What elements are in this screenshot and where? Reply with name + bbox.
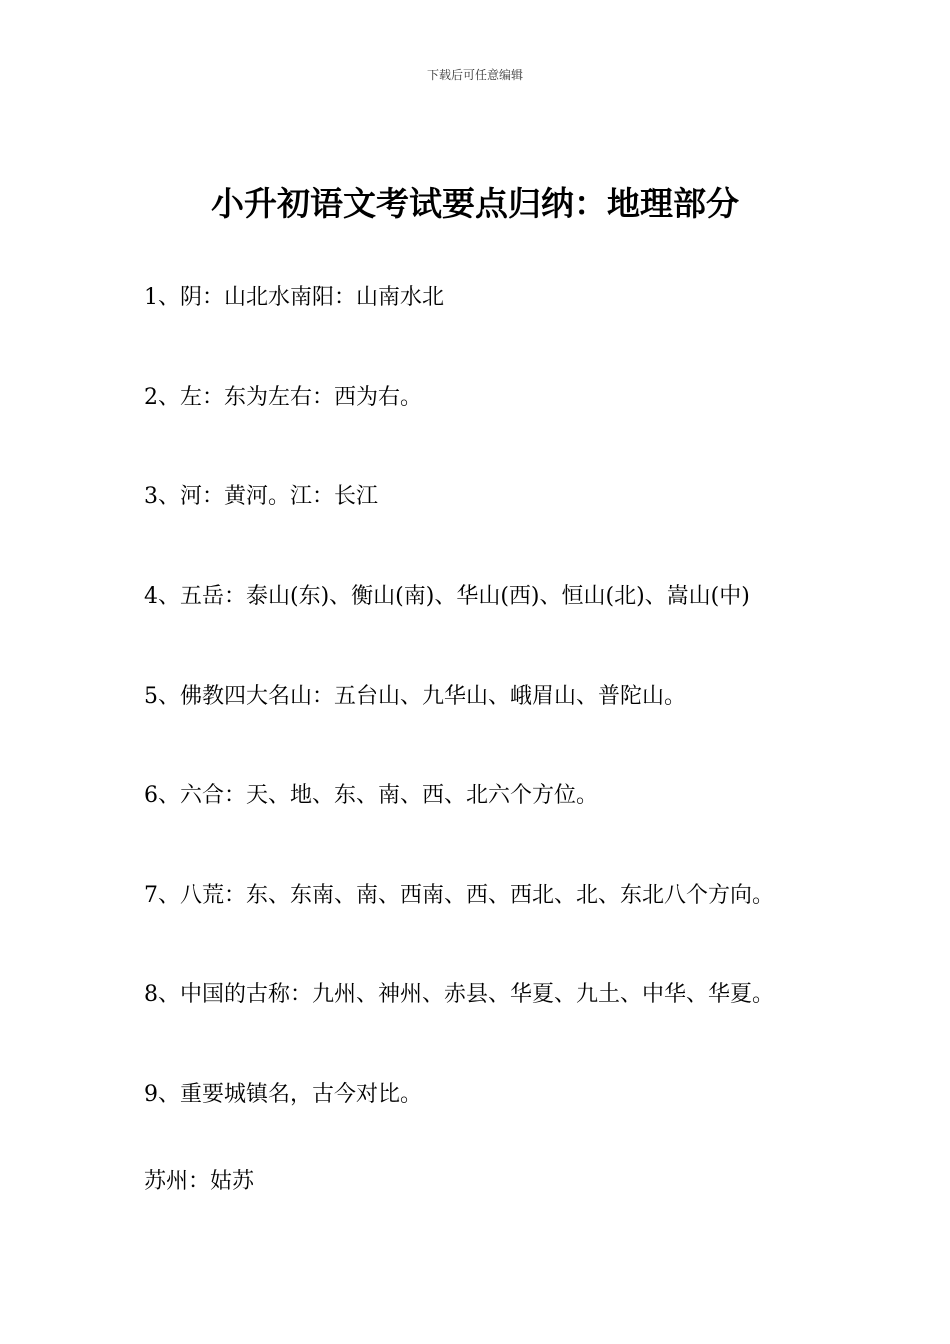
content-line-2: 2、左：东为左右：西为右。: [144, 385, 422, 410]
content-line-7: 7、八荒：东、东南、南、西南、西、西北、北、东北八个方向。: [144, 883, 774, 908]
content-line-5: 5、佛教四大名山：五台山、九华山、峨眉山、普陀山。: [144, 684, 686, 709]
document-title: 小升初语文考试要点归纳：地理部分: [211, 184, 739, 223]
content-line-6: 6、六合：天、地、东、南、西、北六个方位。: [144, 783, 598, 808]
content-line-10: 苏州：姑苏: [144, 1169, 255, 1194]
content-line-1: 1、阴：山北水南阳：山南水北: [144, 285, 444, 310]
header-note: 下载后可任意编辑: [426, 68, 523, 82]
content-line-9: 9、重要城镇名，古今对比。: [144, 1082, 422, 1107]
content-line-3: 3、河：黄河。江：长江: [144, 484, 378, 509]
content-line-8: 8、中国的古称：九州、神州、赤县、华夏、九土、中华、华夏。: [144, 982, 774, 1007]
content-line-4: 4、五岳：泰山(东)、衡山(南)、华山(西)、恒山(北)、嵩山(中): [144, 584, 750, 609]
